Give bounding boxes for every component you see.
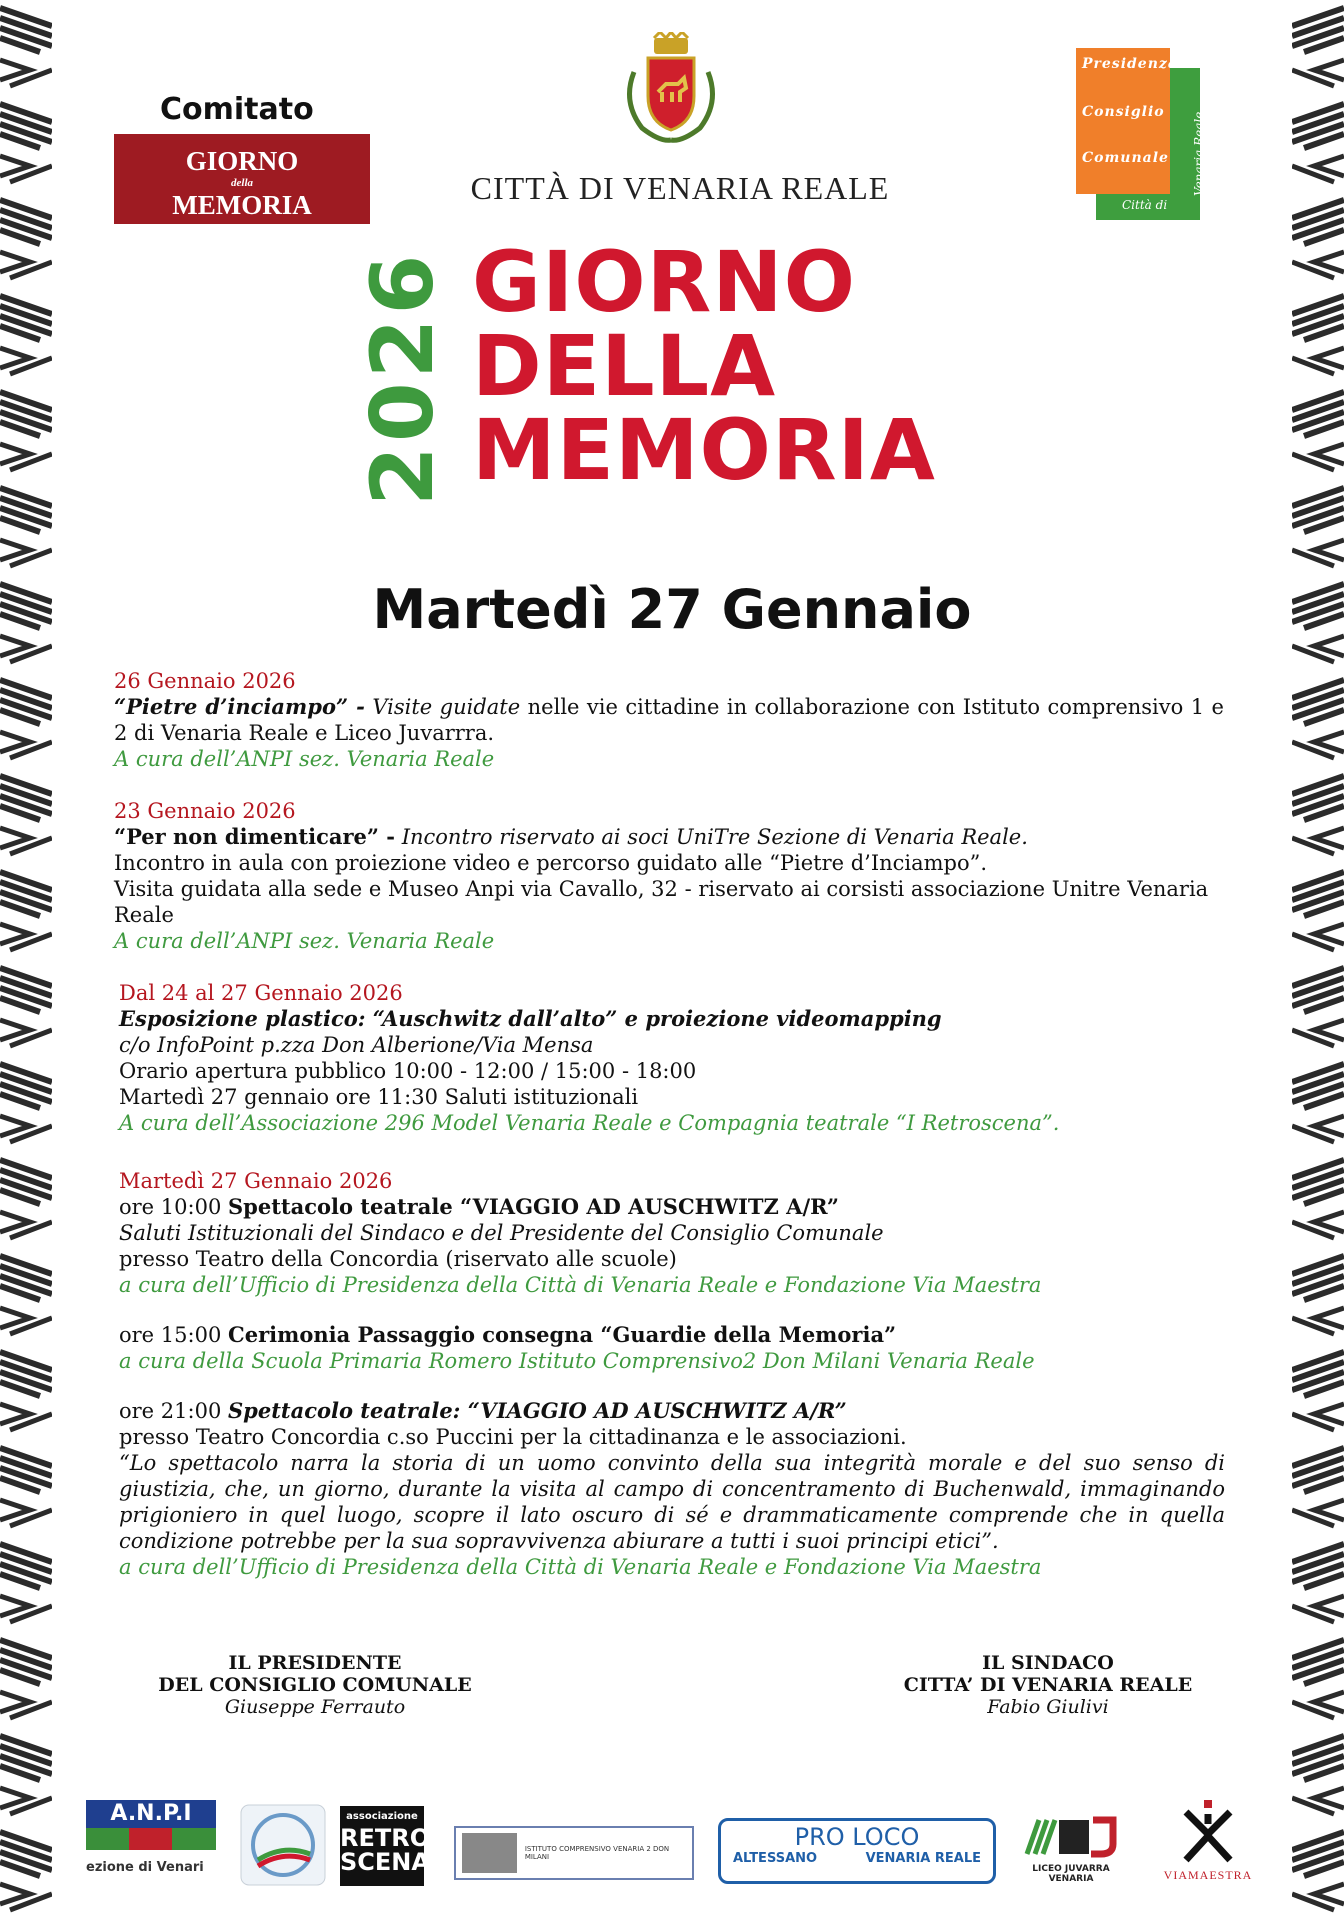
title-line1: GIORNO [472,233,856,331]
city-name: CITTÀ DI VENARIA REALE [470,170,890,206]
event-viaggio-auschwitz-evening [119,1398,1225,1580]
event-credit: A cura dell’ANPI sez. Venaria Reale [114,929,495,953]
proloco-logo-title: PRO LOCO [794,1823,920,1851]
event-esposizione-plastico [119,980,1224,1136]
event-credit: a cura della Scuola Primaria Romero Istituto Comprensivo2 Don Milani Venaria Reale [119,1349,1035,1373]
event-text: nelle vie cittadine in collaborazione con Istituto comprensivo 1 e 2 di Venaria Reale e Liceo Juvarrra. [114,695,1224,745]
anpi-logo-text: A.N.P.I [86,1800,216,1828]
istituto-comprensivo-logo [454,1826,694,1880]
event-body [114,824,1224,850]
proloco-logo-left: ALTESSANO [733,1851,818,1866]
comitato-giorno-memoria-logo [114,134,370,224]
event-name: Spettacolo teatrale “VIAGGIO AD AUSCHWITZ A/R” [228,1194,839,1219]
comitato-label: Comitato [160,92,314,127]
event-credit: a cura dell’Ufficio di Presidenza della Città di Venaria Reale e Fondazione Via Maestra [119,1273,1042,1297]
event-credit: A cura dell’ANPI sez. Venaria Reale [114,747,495,771]
event-place: presso Teatro della Concordia (riservato alle scuole) [119,1247,677,1271]
comitato-logo-line1: GIORNO [185,146,299,176]
left-decorative-border [0,0,52,1920]
via-maestra-text: VIAMAESTRA [1163,1868,1253,1882]
event-subtitle: Saluti Istituzionali del Sindaco e del Presidente del Consiglio Comunale [119,1221,884,1245]
comitato-logo-line2: della [231,177,253,189]
event-credit: a cura dell’Ufficio di Presidenza della Città di Venaria Reale e Fondazione Via Maestra [119,1555,1042,1579]
event-name: Cerimonia Passaggio consegna “Guardie della Memoria” [228,1322,897,1347]
signature-mayor [888,1652,1208,1718]
venaria-crest-icon [620,32,722,144]
proloco-logo-right: VENARIA REALE [865,1851,981,1866]
via-maestra-icon [1178,1800,1238,1864]
title-year: 2026 [353,250,453,506]
signature-title: IL SINDACO [982,1652,1114,1674]
event-body [114,694,1224,746]
event-date: 23 Gennaio 2026 [114,799,296,823]
liceo-juvarra-text: LICEO JUVARRA VENARIA [1032,1864,1110,1884]
event-name: Spettacolo teatrale: “VIAGGIO AD AUSCHWITZ A/R” [228,1398,847,1423]
event-body [119,1194,1224,1220]
signature-role: CITTA’ DI VENARIA REALE [903,1674,1193,1696]
event-guardie-memoria [119,1322,1224,1374]
right-decorative-border [1292,0,1344,1920]
signature-role: DEL CONSIGLIO COMUNALE [158,1674,472,1696]
event-date: Dal 24 al 27 Gennaio 2026 [119,981,403,1005]
event-hours: Orario apertura pubblico 10:00 - 12:00 / 15:00 - 18:00 [119,1059,697,1083]
retroscena-logo [340,1806,431,1886]
event-place: presso Teatro Concordia c.so Puccini per la cittadinanza e le associazioni. [119,1425,907,1449]
main-date-heading: Martedì 27 Gennaio [372,578,972,641]
retroscena-logo-line2: RETRO [340,1824,431,1852]
presidenza-logo-city: Venaria Reale [1192,111,1206,196]
event-body [119,1398,1225,1424]
event-name: “Pietre d’inciampo” - [114,694,365,719]
anpi-logo-sub: ezione di Venari [86,1860,204,1875]
event-greetings: Martedì 27 gennaio ore 11:30 Saluti istituzionali [119,1085,639,1109]
event-subtitle: Incontro riservato ai soci UniTre Sezione di Venaria Reale. [401,825,1028,849]
event-credit: A cura dell’Associazione 296 Model Venaria Reale e Compagnia teatrale “I Retroscena”. [119,1111,1060,1135]
event-text-2: Visita guidata alla sede e Museo Anpi via Cavallo, 32 - riservato ai corsisti associazione Unitre Venaria Reale [114,877,1209,927]
event-viaggio-auschwitz-morning [119,1168,1224,1298]
event-date: Martedì 27 Gennaio 2026 [119,1169,393,1193]
signature-president [150,1652,480,1718]
event-date: 26 Gennaio 2026 [114,669,296,693]
event-name: Esposizione plastico: “Auschwitz dall’alto” e proiezione videomapping [119,1006,942,1031]
title-line2: DELLA [472,317,777,415]
event-name: “Per non dimenticare” - [114,824,396,849]
unitre-logo-icon [240,1804,326,1886]
presidenza-consiglio-logo [1076,48,1210,224]
retroscena-logo-line3: SCENA [340,1848,430,1876]
via-maestra-logo [1160,1800,1256,1890]
event-per-non-dimenticare [114,798,1224,954]
anpi-logo [86,1800,216,1886]
retroscena-logo-line1: associazione [346,1811,418,1822]
event-subtitle: Visite guidate [372,695,521,719]
presidenza-logo-line1: Presidenza [1082,56,1178,72]
event-place: c/o InfoPoint p.zza Don Alberione/Via Mensa [119,1033,594,1057]
title-line3: MEMORIA [472,401,936,499]
liceo-juvarra-icon [1021,1814,1121,1860]
event-time: ore 15:00 [119,1323,222,1347]
signature-name: Giuseppe Ferrauto [224,1696,406,1718]
event-body [119,1322,1224,1348]
proloco-logo [718,1818,996,1884]
istituto-photo [462,1833,517,1873]
event-quote: “Lo spettacolo narra la storia di un uomo convinto della sua integrità morale e del suo senso di giustizia, che, un giorno, durante la visita al campo di concentramento di Buchenwald, immaginando prigioniero in quel luogo, scopre il lato oscuro di sé e drammaticamente comprende che in quella condizione potrebbe per la sua sopravvivenza abiurare a tutti i suoi principi etici”. [119,1451,1225,1553]
presidenza-logo-city-of: Città di [1122,198,1168,212]
comitato-logo-line3: MEMORIA [172,190,312,220]
istituto-logo-text: ISTITUTO COMPRENSIVO VENARIA 2 DON MILANI [524,1844,670,1861]
presidenza-logo-line3: Comunale [1082,150,1169,166]
event-time: ore 21:00 [119,1399,222,1423]
anpi-logo-flag [86,1828,216,1850]
liceo-juvarra-logo [1016,1814,1126,1882]
event-text: Incontro in aula con proiezione video e percorso guidato alle “Pietre d’Inciampo”. [114,851,988,875]
event-time: ore 10:00 [119,1195,222,1219]
event-pietre-inciampo [114,668,1224,772]
signature-name: Fabio Giulivi [987,1696,1109,1718]
signature-title: IL PRESIDENTE [228,1652,402,1674]
presidenza-logo-line2: Consiglio [1082,104,1165,120]
